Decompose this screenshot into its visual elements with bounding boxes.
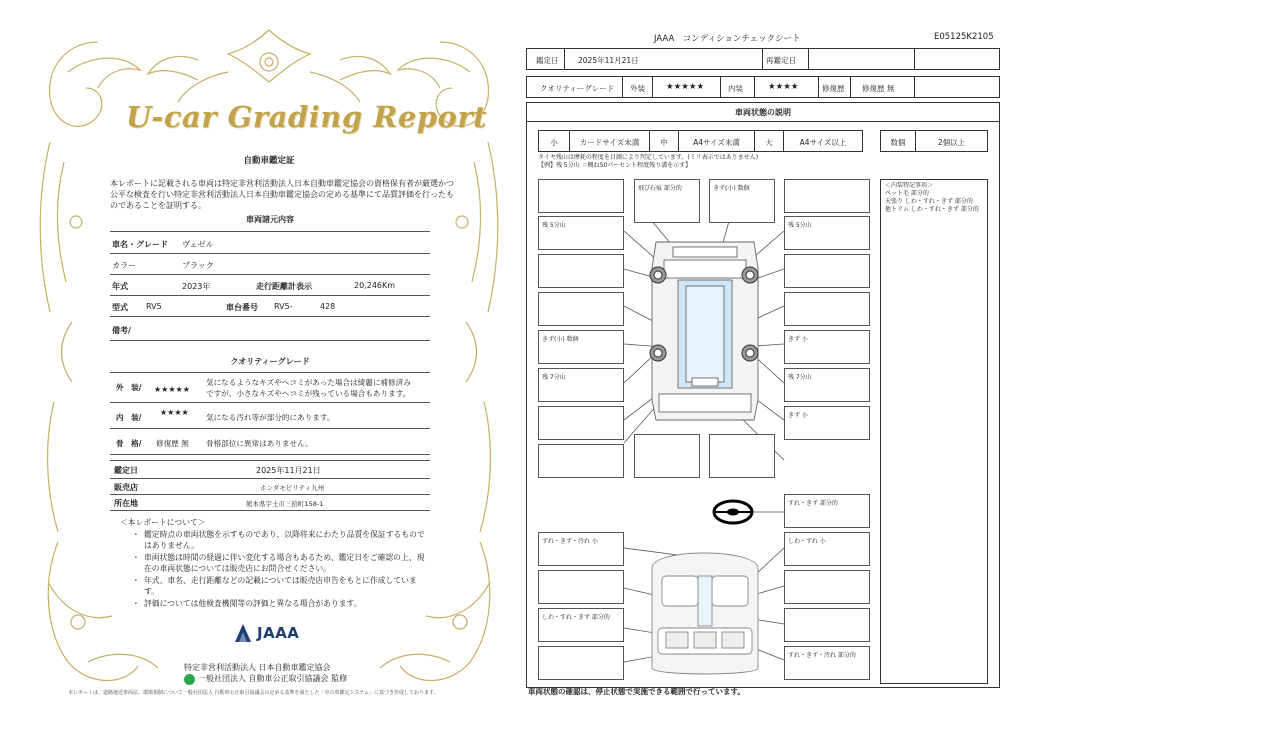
spec-row-color bbox=[110, 254, 430, 275]
spec-value: RV5- bbox=[274, 302, 293, 311]
panel-note: きず 小 bbox=[788, 412, 808, 419]
panel-note: 残 7分山 bbox=[542, 374, 566, 381]
spec-row-model bbox=[110, 296, 430, 317]
notes-title: ＜本レポートについて＞ bbox=[120, 518, 206, 527]
steering-wheel-icon bbox=[714, 501, 752, 523]
panel-note: きず(小) 数個 bbox=[713, 185, 750, 192]
legend-large: 大 bbox=[754, 130, 784, 152]
panel-note: 残 5分山 bbox=[788, 222, 812, 229]
tire-note-line: タイヤ残山は摩耗の程度を目測により判定しています。(ミリ表示ではありません) bbox=[538, 154, 759, 161]
appraisal-label: 所在地 bbox=[114, 499, 138, 508]
legend-count: 数個 bbox=[880, 130, 916, 152]
exterior-label: 外装 bbox=[630, 84, 645, 93]
panel-box-steering bbox=[784, 494, 870, 528]
jaaa-logo-text: JAAA bbox=[257, 624, 300, 642]
panel-box bbox=[538, 292, 624, 326]
sheet-title: JAAA コンディションチェックシート bbox=[654, 34, 801, 44]
panel-box bbox=[784, 570, 870, 604]
issuer-line: 特定非営利活動法人 日本自動車鑑定協会 bbox=[184, 663, 331, 672]
grade-stars: ★★★★★ bbox=[154, 385, 190, 394]
legend-count-desc: 2個以上 bbox=[915, 130, 988, 152]
spec-label: 車台番号 bbox=[226, 303, 258, 312]
certificate-intro: 本レポートに記載される車両は特定非営利活動法人日本自動車鑑定協会の資格保有者が厳選かつ公平な検査を行い特定非営利活動法人日本自動車鑑定協会の定める基準にて品質評価を行ったものであることを証明する。 bbox=[110, 179, 454, 210]
appraisal-value: 熊本県宇土市三拾町158-1 bbox=[246, 500, 324, 508]
panel-box bbox=[538, 254, 624, 288]
spec-value: 428 bbox=[320, 302, 336, 311]
spec-value: RV5 bbox=[146, 302, 162, 311]
panel-note: しわ・すれ・きず 部分的 bbox=[542, 614, 610, 621]
panel-note: しわ・すれ 小 bbox=[788, 538, 826, 545]
interior-special-notes bbox=[880, 179, 988, 684]
spec-label: カラー bbox=[112, 261, 136, 270]
spec-label: 車名・グレード bbox=[112, 240, 168, 249]
panel-box-r-tire-rear bbox=[784, 368, 870, 402]
spec-value: 20,246Km bbox=[354, 281, 396, 290]
condition-check-sheet bbox=[526, 28, 1000, 700]
appraisal-value: ホンダモビリティ九州 bbox=[260, 484, 325, 492]
panel-box bbox=[784, 292, 870, 326]
sheet-id: E05125K2105 bbox=[934, 32, 994, 42]
panel-box-l-tire-rear bbox=[538, 368, 624, 402]
spec-value: ヴェゼル bbox=[182, 240, 214, 249]
tire-note-line: 【例】残 5分山 ＝概ね50パーセント程度残り溝を示す】 bbox=[538, 162, 692, 169]
date-value: 2025年11月21日 bbox=[578, 56, 639, 65]
special-note-line: ペット毛 部分的 bbox=[885, 190, 929, 197]
issuer-line: 一般社団法人 自動車公正取引協議会 監修 bbox=[198, 674, 348, 683]
report-title: U-car Grading Report bbox=[126, 100, 488, 134]
note-item: ・ 年式、車名、走行距離などの記載については販売店申告をもとに作成しています。 bbox=[134, 575, 430, 598]
certificate-footer: 本レポートは、道路運送車両法、環境規制について一般社団法人 自動車公正取引協議会の定める基準を満たした「中古車鑑定システム」に基づき作成しております。 bbox=[68, 690, 439, 696]
panel-box-l-side bbox=[538, 330, 624, 364]
grade-text: 気になる汚れ等が部分的にあります。 bbox=[206, 413, 335, 422]
panel-box-front-right bbox=[709, 179, 775, 223]
grade-text: 骨格部位に異常はありません。 bbox=[206, 439, 313, 448]
panel-box bbox=[538, 646, 624, 680]
legend-large-desc: A4サイズ以上 bbox=[783, 130, 863, 152]
panel-box-interior-left-1 bbox=[538, 532, 624, 566]
special-notes-title: ＜内装特記事項＞ bbox=[885, 182, 934, 189]
condition-section-title: 車両状態の説明 bbox=[526, 102, 1000, 122]
reappraisal-label: 再鑑定日 bbox=[766, 56, 796, 65]
panel-box bbox=[784, 179, 870, 213]
grade-label: 内 装/ bbox=[116, 413, 142, 422]
legend-medium: 中 bbox=[649, 130, 679, 152]
panel-note: 残 5分山 bbox=[542, 222, 566, 229]
panel-box bbox=[538, 570, 624, 604]
grading-certificate bbox=[28, 22, 510, 712]
spec-value: ブラック bbox=[182, 261, 214, 270]
appraisal-dealer-row bbox=[110, 479, 430, 495]
grade-row-frame bbox=[110, 429, 430, 455]
panel-note: きず(小) 数個 bbox=[542, 336, 579, 343]
legend-medium-desc: A4サイズ未満 bbox=[678, 130, 755, 152]
note-item: ・ 車両状態は時間の経過に伴い変化する場合もあるため、鑑定日をご確認の上、現在の車両状態については販売店にお問合せください。 bbox=[134, 552, 430, 575]
panel-box-front-left bbox=[634, 179, 700, 223]
note-item: ・ 鑑定時点の車両状態を示すものであり、以降将来にわたり品質を保証するものではありません。 bbox=[134, 529, 430, 552]
panel-box bbox=[538, 406, 624, 440]
note-item: ・ 評価については他検査機関等の評価と異なる場合があります。 bbox=[134, 598, 430, 610]
spec-row-name bbox=[110, 233, 430, 254]
panel-note: きず 小 bbox=[788, 336, 808, 343]
jaaa-mark-icon bbox=[233, 622, 253, 644]
spec-label: 備考/ bbox=[112, 326, 131, 335]
panel-box-rear-left bbox=[634, 434, 700, 478]
panel-note: すれ・きず・汚れ 部分的 bbox=[788, 652, 856, 659]
repair-label: 修復歴 bbox=[822, 84, 845, 93]
panel-box-interior-right-1 bbox=[784, 532, 870, 566]
grade-text: ですが、小さなキズやヘコミが残っている場合もあります。 bbox=[206, 389, 411, 398]
grade-row-interior bbox=[110, 403, 430, 429]
panel-box bbox=[538, 444, 624, 478]
appraisal-value: 2025年11月21日 bbox=[256, 466, 321, 475]
appraisal-address-row bbox=[110, 495, 430, 511]
panel-box bbox=[784, 254, 870, 288]
specs-table bbox=[110, 233, 430, 341]
grade-stars: ★★★★ bbox=[160, 408, 189, 417]
divider bbox=[110, 231, 430, 232]
issuer-block bbox=[184, 662, 347, 684]
quality-title: クオリティーグレード bbox=[230, 357, 310, 366]
panel-box-interior-left-2 bbox=[538, 608, 624, 642]
exterior-stars: ★★★★★ bbox=[666, 82, 705, 92]
council-badge-icon bbox=[184, 674, 195, 685]
panel-box bbox=[784, 608, 870, 642]
grade-text: 気になるようなキズやヘコミがあった場合は綺麗に補修済み bbox=[206, 378, 411, 387]
panel-box-r-tire-front bbox=[784, 216, 870, 250]
inspection-note: 車両状態の確認は、停止状態で実施できる範囲で行っています。 bbox=[528, 687, 745, 696]
panel-box-rear-right bbox=[709, 434, 775, 478]
panel-note: すれ・きず 部分的 bbox=[788, 500, 838, 507]
appraisal-date-row bbox=[110, 461, 430, 479]
panel-note: 飛び石痕 部分的 bbox=[638, 185, 682, 192]
panel-box-r-rear bbox=[784, 406, 870, 440]
panel-box-l-tire-front bbox=[538, 216, 624, 250]
spec-row-year bbox=[110, 275, 430, 296]
certificate-subtitle: 自動車鑑定証 bbox=[243, 156, 295, 166]
spec-value: 2023年 bbox=[182, 282, 211, 291]
spec-row-remarks bbox=[110, 317, 430, 341]
interior-stars: ★★★★ bbox=[768, 82, 799, 92]
appraisal-table bbox=[110, 461, 430, 511]
spec-label: 走行距離計表示 bbox=[256, 282, 312, 291]
legend-small-desc: カードサイズ未満 bbox=[569, 130, 650, 152]
appraisal-label: 鑑定日 bbox=[114, 466, 138, 475]
quality-table bbox=[110, 373, 430, 455]
grade-label: 骨 格/ bbox=[116, 439, 142, 448]
interior-label: 内装 bbox=[728, 84, 743, 93]
spec-label: 型式 bbox=[112, 303, 128, 312]
grade-row-exterior bbox=[110, 373, 430, 403]
repair-value: 修復歴 無 bbox=[862, 84, 895, 93]
quality-label: クオリティーグレード bbox=[540, 84, 615, 93]
legend-small: 小 bbox=[538, 130, 570, 152]
panel-box bbox=[538, 179, 624, 213]
special-note-line: 天張り しわ・すれ・きず 部分的 bbox=[885, 198, 973, 205]
panel-box-r-side bbox=[784, 330, 870, 364]
grade-label: 外 装/ bbox=[116, 383, 142, 392]
jaaa-logo bbox=[233, 620, 313, 648]
report-notes bbox=[120, 517, 430, 609]
specs-title: 車両諸元内容 bbox=[246, 215, 294, 224]
appraisal-label: 販売店 bbox=[114, 483, 138, 492]
special-note-line: 他トリム しわ・すれ・きず 部分的 bbox=[885, 206, 979, 213]
date-label: 鑑定日 bbox=[536, 56, 559, 65]
spec-label: 年式 bbox=[112, 282, 128, 291]
panel-note: すれ・きず・汚れ 小 bbox=[542, 538, 598, 545]
panel-box-interior-right-2 bbox=[784, 646, 870, 680]
panel-note: 残 7分山 bbox=[788, 374, 812, 381]
grade-repair: 修復歴 無 bbox=[156, 439, 189, 448]
